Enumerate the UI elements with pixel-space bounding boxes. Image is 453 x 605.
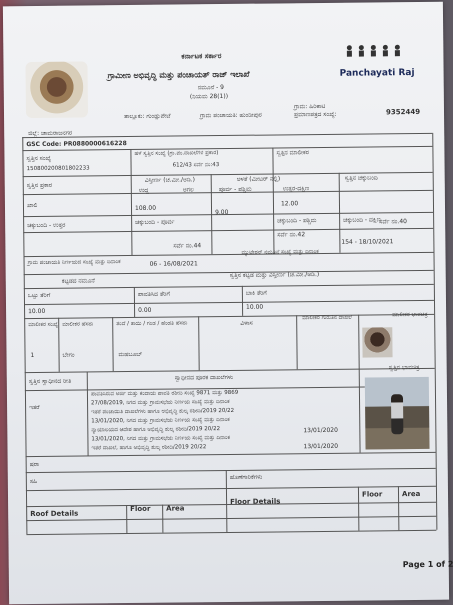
area-col-label: Area bbox=[166, 504, 185, 513]
docs-line: ಇತರೆ ದಾಖಲೆ, ಹಾಗೂ ಅಭಿವೃದ್ಧಿ ಶುಲ್ಕ ರಶೀದಿ/2019 20/22 bbox=[91, 444, 207, 452]
owner-photo-label: ಮಾಲೀಕರ ಭಾವಚಿತ್ರ bbox=[392, 311, 428, 319]
floor-label-2: Floor bbox=[361, 490, 383, 499]
department-title: ಗ್ರಾಮೀಣ ಅಭಿವೃದ್ಧಿ ಮತ್ತು ಪಂಚಾಯತ್ ರಾಜ್ ಇಲಾಖೆ bbox=[107, 69, 250, 81]
column-line bbox=[358, 487, 359, 531]
boundary-east-label: ಚಕ್ಕುಬಂದಿ - ಪೂರ್ವ bbox=[135, 218, 175, 226]
width-label: ಅಗಲ bbox=[182, 186, 194, 194]
column-line bbox=[126, 505, 127, 533]
docs-line: 27/08/2019, ನಿಗದ ಮತ್ತು ಗ್ರಾಮಸಭೆಯ ನಿರ್ಣಯ ಸಂಖ್ಯೆ ಮತ್ತು ದಿನಾಂಕ bbox=[91, 398, 230, 407]
area-value: 108.00 bbox=[134, 204, 157, 212]
type-value: ಖಾಲಿ bbox=[26, 201, 38, 210]
area-col-label-2: Area bbox=[401, 489, 421, 499]
ns-label: ಉತ್ತರ-ದಕ್ಷಿಣ bbox=[282, 185, 310, 193]
boundary-north-label: ಚಕ್ಕುಬಂದಿ - ಉತ್ತರ bbox=[27, 221, 66, 230]
cert-number-label: ಪ್ರಮಾಣಪತ್ರದ ಸಂಖ್ಯೆ: bbox=[293, 110, 337, 119]
column-line bbox=[398, 486, 399, 530]
logo-text: Panchayati Raj bbox=[339, 68, 415, 79]
border-line bbox=[22, 137, 27, 534]
rule-reference: (ನಿಯಮ 28(1)) bbox=[189, 92, 229, 101]
gsc-code: GSC Code: PR0880000616228 bbox=[26, 140, 127, 149]
column-line bbox=[134, 287, 135, 317]
boundary-west-label: ಚಕ್ಕುಬಂದಿ - ಪಶ್ಚಿಮ bbox=[277, 217, 317, 225]
property-photo-person bbox=[391, 394, 403, 434]
building-label: ಕಟ್ಟಡದ ನಮೂನೆ bbox=[61, 277, 95, 285]
acquisition-value: ಇತರೆ bbox=[29, 403, 40, 412]
rule-line bbox=[26, 516, 436, 521]
owner-photo bbox=[362, 327, 392, 357]
rule-line bbox=[23, 252, 433, 257]
floor-label: Floor bbox=[130, 504, 151, 514]
page-number: Page 1 of 2 bbox=[402, 559, 453, 570]
column-line bbox=[198, 316, 200, 370]
relation-name: ಮಹಬೂಬ್ bbox=[118, 350, 143, 359]
floor-details-label: Floor Details bbox=[230, 497, 281, 506]
paid-label: ಪಾವತಿಸಿದ ತೆರಿಗೆ bbox=[137, 290, 170, 298]
owner-header-label: ಸ್ವತ್ತಿನ ಮಾಲೀಕರ bbox=[276, 149, 309, 157]
balance-value: 10.00 bbox=[246, 303, 264, 311]
docs-date-a: 13/01/2020 bbox=[303, 426, 338, 435]
column-line bbox=[226, 470, 228, 532]
rule-line bbox=[24, 270, 434, 275]
column-line bbox=[87, 371, 89, 455]
docs-line: 13/01/2020, ನಿಗದ ಮತ್ತು ಗ್ರಾಮಸಭೆಯ ನಿರ್ಣಯ ಸಂಖ್ಯೆ ಮತ್ತು ದಿನಾಂಕ bbox=[91, 434, 230, 443]
remarks-label: ಷರಾ bbox=[29, 460, 40, 469]
ew-value: 9.00 bbox=[215, 208, 229, 217]
border-line bbox=[432, 133, 437, 530]
boundary-south-value: ಸರ್ವೆ ನಂ.40 bbox=[379, 218, 408, 226]
area-label: ವಿಸ್ತೀರ್ಣ (ಚ.ಮೀ./ಅಡಿ.) bbox=[144, 176, 196, 184]
mutation-label: ಮ್ಯುಟೇಶನ್ ನಮೂನೆ ಸಂಖ್ಯೆ ಮತ್ತು ದಿನಾಂಕ bbox=[241, 249, 319, 256]
rule-line bbox=[24, 300, 434, 305]
owner-sl-label: ಮಾಲೀಕರ ಸಂಖ್ಯೆ bbox=[28, 321, 58, 329]
column-line bbox=[112, 317, 114, 371]
docs-date-b: 13/01/2020 bbox=[303, 442, 339, 451]
boundary-north-value: ಸರ್ವೆ ನಂ.44 bbox=[173, 242, 202, 250]
docs-line: 13/01/2020, ನಿಗದ ಮತ್ತು ಗ್ರಾಮಸಭೆಯ ನಿರ್ಣಯ ಸಂಖ್ಯೆ ಮತ್ತು ದಿನಾಂಕ bbox=[91, 416, 230, 425]
ns-value: 12.00 bbox=[280, 200, 299, 208]
panchayat-line: ಗ್ರಾಮ ಪಂಚಾಯತಿ: ಹುಂಡೀಪುರ bbox=[200, 111, 262, 120]
docs-label: ಸ್ವಾಧೀನದ ಪೂರಕ ದಾಖಲೆಗಳು bbox=[174, 373, 234, 382]
docs-line: ಇತರೆ ಪಂಚಾಯಿತಿ ದಾಖಲೆಗಳು ಹಾಗೂ ಅಭಿವೃದ್ಧಿ ಶುಲ್ಕ ರಶೀದಿ/2019 20/22 bbox=[91, 407, 235, 416]
old-number: 612/43 ಸರ್ವೆ ನಂ:43 bbox=[172, 162, 220, 169]
rule-line bbox=[26, 468, 436, 473]
old-number-label: ಹಳೆ ಸ್ವತ್ತಿನ ಸಂಖ್ಯೆ (ಗ್ರಾ.ಪಂ.ದಾಖಲೆಗಳ ಪ್ರಕಾರ) bbox=[134, 150, 219, 157]
length-label: ಉದ್ದ bbox=[138, 186, 149, 194]
building-area-label: ಸ್ವತ್ತಿನ ಕಟ್ಟಡ ಮತ್ತು ವಿಸ್ತೀರ್ಣ (ಚ.ಮೀ./ಅಡಿ.) bbox=[229, 271, 320, 279]
state-title: ಕರ್ನಾಟಕ ಸರ್ಕಾರ bbox=[181, 52, 222, 61]
boundary-west-value: ಸರ್ವೆ ನಂ.42 bbox=[277, 231, 306, 239]
tax-label: ಒಟ್ಟು ತೆರಿಗೆ bbox=[27, 291, 51, 300]
rule-line bbox=[26, 530, 436, 535]
panchayati-raj-logo-icon bbox=[341, 42, 415, 69]
balance-label: ಬಾಕಿ ತೆರಿಗೆ bbox=[245, 289, 267, 297]
id-doc-label: ಮಾಲೀಕರ ಗುರುತಿನ ದಾಖಲೆ bbox=[302, 314, 352, 322]
boundary-label: ಸ್ವತ್ತಿನ ಚಕ್ಕುಬಂದಿ bbox=[344, 174, 378, 182]
form-number: ನಮೂನೆ - 9 bbox=[197, 84, 225, 92]
liabilities-label: ಹೊಣೆಗಾರಿಕೆಗಳು bbox=[229, 473, 263, 481]
column-line bbox=[162, 505, 163, 533]
resolution-label: ಗ್ರಾಮ ಪಂಚಾಯತಿ ನಿರ್ಣಯದ ಸಂಖ್ಯೆ ಮತ್ತು ದಿನಾಂಕ bbox=[27, 259, 121, 267]
taluk-line: ತಾಲ್ಲೂಕು: ಗುಂಡ್ಲುಪೇಟೆ bbox=[124, 112, 171, 121]
column-line bbox=[58, 318, 60, 372]
village-line: ಗ್ರಾಮ: ಹಿರಿಕಾಟಿ bbox=[293, 102, 326, 111]
acquisition-label: ಸ್ವತ್ತಿನ ಸ್ವಾಧೀನದ ರೀತಿ bbox=[28, 377, 72, 386]
property-photo-label: ಸ್ವತ್ತಿನ ಭಾವಚಿತ್ರ bbox=[388, 363, 420, 372]
owner-name-label: ಮಾಲೀಕರ ಹೆಸರು bbox=[62, 321, 94, 328]
sign-label: ಸಹಿ bbox=[29, 477, 38, 486]
column-line bbox=[358, 315, 360, 453]
district-line: ಜಿಲ್ಲೆ: ಚಾಮರಾಜನಗರ bbox=[28, 129, 73, 138]
docs-line: ನ್ಯಾಯಾಲಯದ ಆದೇಶ ಹಾಗೂ ಅಭಿವೃದ್ಧಿ ಶುಲ್ಕ ರಶೀದಿ/2019 20/22 bbox=[91, 426, 221, 434]
karnataka-emblem-icon bbox=[25, 61, 88, 118]
docs-line: ಪಾವತಿಸಿರುವ ಅರ್ಜಿ ಮತ್ತು ಕಂದಾಯ ಪಾವತಿ ರಶೀದಿ ಸಂಖ್ಯೆ 9871 ಮತ್ತು 9869 bbox=[90, 389, 239, 398]
measure-label: ಅಳತೆ (ಮೀಟರ್ ನಲ್ಲಿ) bbox=[236, 175, 281, 183]
mutation-value: 154 - 18/10/2021 bbox=[341, 238, 394, 246]
rule-line bbox=[23, 228, 433, 233]
column-line bbox=[242, 286, 243, 316]
relation-label: ತಂದೆ / ತಾಯಿ / ಗಂಡ / ಹೆಂಡತಿ ಹೆಸರು bbox=[116, 320, 188, 328]
rule-line bbox=[22, 133, 432, 138]
column-line bbox=[296, 315, 298, 369]
column-line bbox=[272, 147, 274, 253]
roof-details-label: Roof Details bbox=[30, 509, 79, 519]
boundary-south-label: ಚಕ್ಕುಬಂದಿ - ದಕ್ಷಿಣ bbox=[343, 216, 381, 224]
property-number: 150800200801802233 bbox=[26, 165, 90, 173]
address-label: ವಿಳಾಸ bbox=[240, 319, 253, 327]
resolution-value: 06 - 16/08/2021 bbox=[149, 260, 198, 268]
column-line bbox=[130, 149, 132, 255]
owner-sl: 1 bbox=[30, 352, 35, 360]
paid-value: 0.00 bbox=[138, 306, 152, 314]
tax-value: 10.00 bbox=[28, 307, 46, 316]
owner-name: ಬೇಗಂ bbox=[62, 351, 75, 359]
property-number-label: ಸ್ವತ್ತಿನ ಸಂಖ್ಯೆ bbox=[26, 154, 51, 163]
cert-number: 9352449 bbox=[385, 107, 421, 117]
type-label: ಸ್ವತ್ತಿನ ಪ್ರಕಾರ bbox=[26, 181, 53, 190]
ew-label: ಪೂರ್ವ - ಪಶ್ಚಿಮ bbox=[218, 185, 252, 194]
certificate-sheet bbox=[3, 2, 453, 605]
